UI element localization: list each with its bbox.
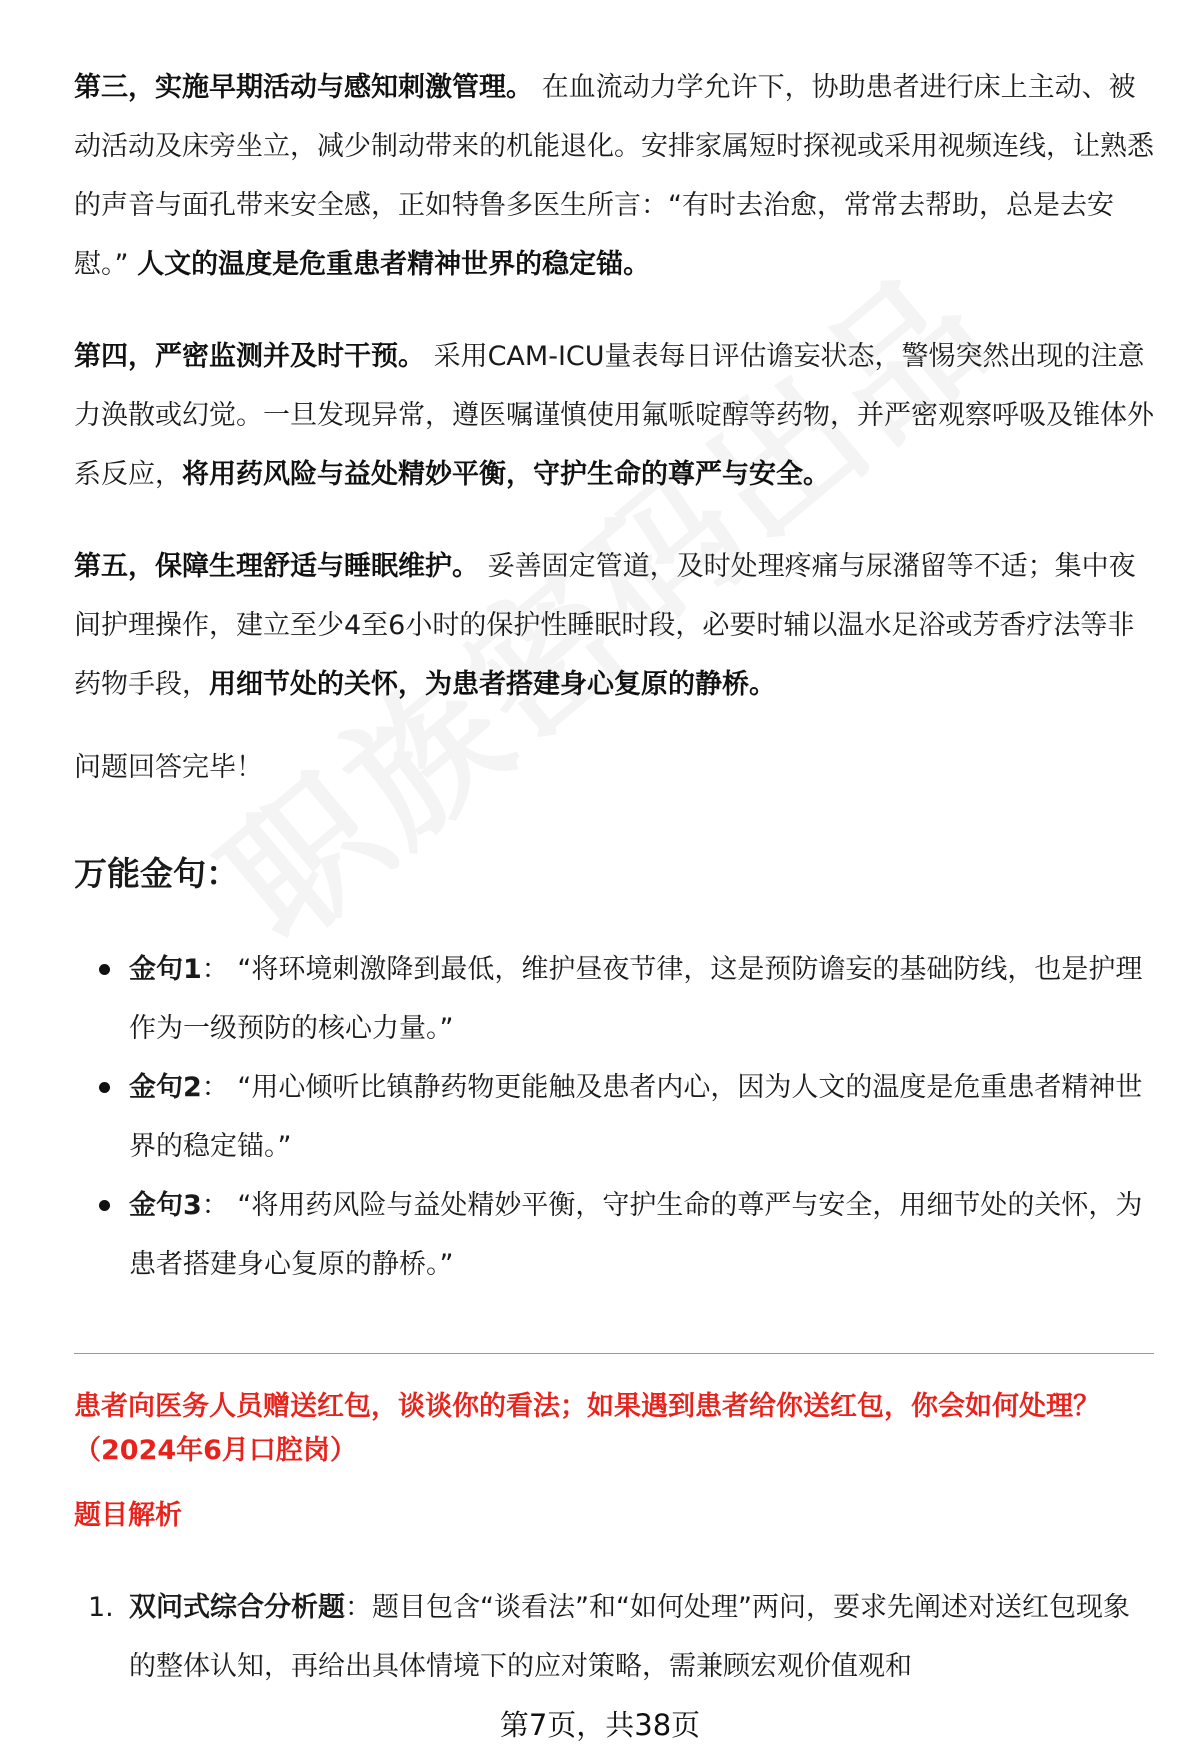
closing-line: 问题回答完毕！ bbox=[74, 752, 263, 783]
quote-label: 金句3 bbox=[129, 1190, 202, 1221]
quote-label: 金句2 bbox=[129, 1072, 202, 1103]
quote-separator: ： bbox=[201, 1190, 238, 1221]
quote-separator: ： bbox=[201, 1072, 238, 1103]
paragraph-fourth-point bbox=[74, 327, 1154, 504]
bullet-icon bbox=[99, 1082, 110, 1093]
paragraph-body: 在血流动力学允许下，协助患者进行床上主动、被动活动及床旁坐立，减少制动带来的机能退化。安排家属短时探视或采用视频连线，让熟悉的声音与面孔带来安全感，正如特鲁多医生所言：“有时去治愈，常常去帮助，总是去安慰。” bbox=[74, 72, 1154, 280]
quote-text: “将环境刺激降到最低，维护昼夜节律，这是预防谵妄的基础防线，也是护理作为一级预防的核心力量。” bbox=[129, 954, 1143, 1044]
analysis-list bbox=[74, 1578, 1154, 1696]
paragraph-body: 采用CAM-ICU量表每日评估谵妄状态，警惕突然出现的注意力涣散或幻觉。一旦发现异常，遵医嘱谨慎使用氟哌啶醇等药物，并严密观察呼吸及锥体外系反应， bbox=[74, 341, 1154, 490]
paragraph-heading: 第三，实施早期活动与感知刺激管理。 bbox=[74, 72, 533, 103]
quote-label: 金句1 bbox=[129, 954, 202, 985]
bullet-icon bbox=[99, 1200, 110, 1211]
analysis-heading: 题目解析 bbox=[74, 1500, 182, 1531]
bullet-icon bbox=[99, 964, 110, 975]
paragraph-emphasis: 人文的温度是危重患者精神世界的稳定锚。 bbox=[137, 249, 651, 280]
item-label: 双问式综合分析题 bbox=[129, 1592, 345, 1623]
paragraph-emphasis: 将用药风险与益处精妙平衡，守护生命的尊严与安全。 bbox=[182, 459, 830, 490]
quote-text: “将用药风险与益处精妙平衡，守护生命的尊严与安全，用细节处的关怀，为患者搭建身心复原的静桥。” bbox=[129, 1190, 1143, 1280]
paragraph-heading: 第五，保障生理舒适与睡眠维护。 bbox=[74, 551, 479, 582]
paragraph-third-point bbox=[74, 58, 1154, 294]
list-item bbox=[74, 1578, 1154, 1696]
list-item bbox=[74, 940, 1154, 1058]
section-divider bbox=[74, 1353, 1154, 1354]
paragraph-fifth-point bbox=[74, 537, 1154, 714]
item-text: ：题目包含“谈看法”和“如何处理”两问，要求先阐述对送红包现象的整体认知，再给出具体情境下的应对策略，需兼顾宏观价值观和 bbox=[129, 1592, 1130, 1682]
paragraph-heading: 第四，严密监测并及时干预。 bbox=[74, 341, 425, 372]
golden-quotes-heading: 万能金句： bbox=[74, 854, 239, 893]
paragraph-emphasis: 用细节处的关怀，为患者搭建身心复原的静桥。 bbox=[209, 669, 776, 700]
interview-question: 患者向医务人员赠送红包，谈谈你的看法；如果遇到患者给你送红包，你会如何处理？（2024年6月口腔岗） bbox=[74, 1391, 1100, 1466]
quote-separator: ： bbox=[201, 954, 238, 985]
list-item bbox=[74, 1176, 1154, 1294]
list-item bbox=[74, 1058, 1154, 1176]
golden-quotes-list bbox=[74, 940, 1154, 1294]
paragraph-body: 妥善固定管道，及时处理疼痛与尿潴留等不适；集中夜间护理操作，建立至少4至6小时的保护性睡眠时段，必要时辅以温水足浴或芳香疗法等非药物手段， bbox=[74, 551, 1136, 700]
item-number: 1. bbox=[88, 1592, 114, 1623]
page-number-footer: 第7页，共38页 bbox=[499, 1708, 701, 1742]
quote-text: “用心倾听比镇静药物更能触及患者内心，因为人文的温度是危重患者精神世界的稳定锚。” bbox=[129, 1072, 1143, 1162]
